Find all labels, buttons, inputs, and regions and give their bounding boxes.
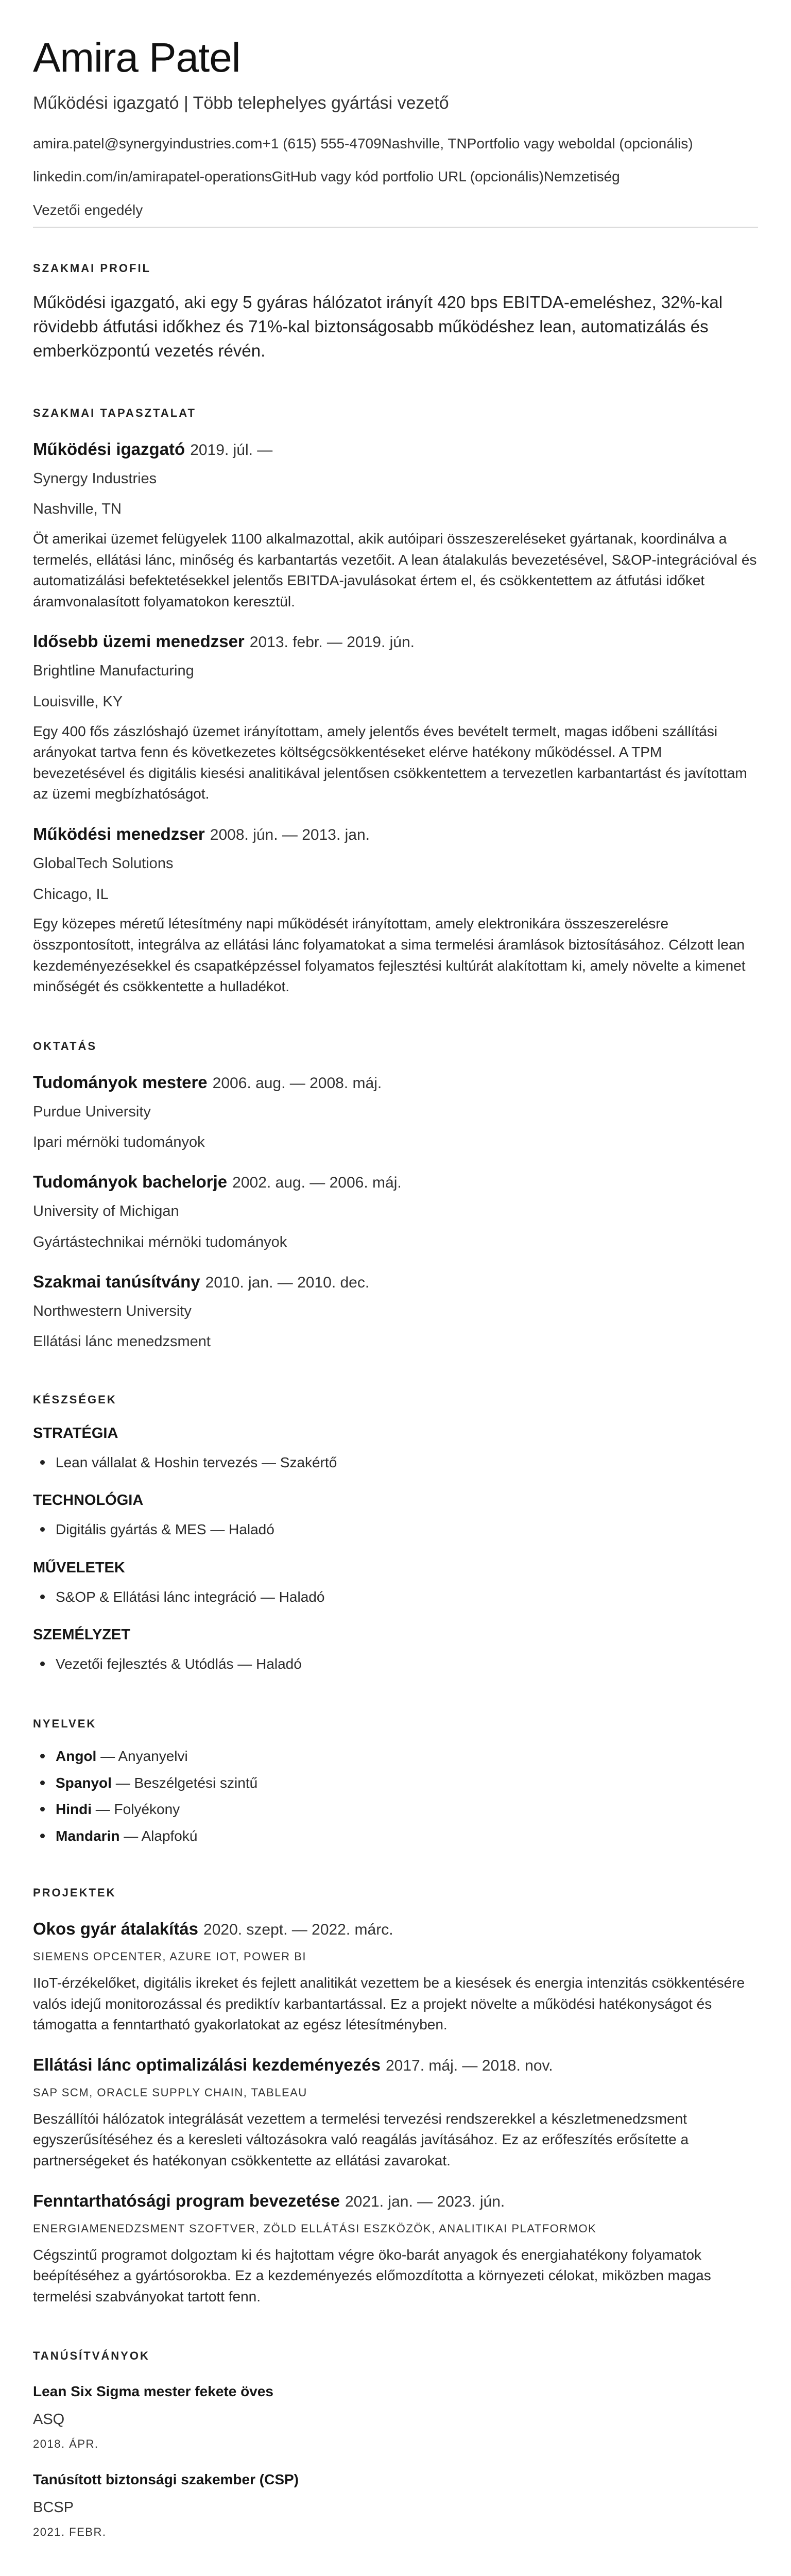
language-item [33, 1825, 758, 1847]
certification-date: 2018. ÁPR. [33, 2437, 99, 2451]
degree-title: Szakmai tanúsítvány [33, 1272, 200, 1291]
skill-item: S&OP & Ellátási lánc integráció — Haladó [33, 1586, 758, 1608]
skill-list [33, 1451, 758, 1473]
education-heading: OKTATÁS [33, 1039, 97, 1053]
certification-issuer: BCSP [33, 2499, 74, 2516]
contact-row-3 [33, 201, 758, 219]
portfolio-link[interactable]: Portfolio vagy weboldal (opcionális) [467, 135, 693, 151]
job-title: Idősebb üzemi menedzser [33, 632, 245, 651]
skill-list [33, 1518, 758, 1540]
project-entry [33, 2191, 758, 2308]
languages-section [33, 1717, 758, 1847]
job-dates: 2013. febr. — 2019. jún. [249, 634, 415, 651]
contact-row-1 [33, 134, 758, 153]
phone-text: +1 (615) 555-4709 [262, 135, 382, 151]
job-title: Működési menedzser [33, 824, 205, 844]
skill-list [33, 1586, 758, 1608]
nationality-text: Nemzetiség [543, 168, 620, 185]
project-technologies: SAP SCM, ORACLE SUPPLY CHAIN, TABLEAU [33, 2086, 307, 2099]
degree-dates: 2002. aug. — 2006. máj. [232, 1174, 402, 1192]
field-of-study: Ellátási lánc menedzsment [33, 1333, 211, 1350]
project-dates: 2017. máj. — 2018. nov. [386, 2057, 553, 2074]
linkedin-link[interactable]: linkedin.com/in/amirapatel-operations [33, 168, 272, 185]
skill-list [33, 1653, 758, 1675]
job-description: Egy 400 fős zászlóshajó üzemet irányítottam, amely jelentős éves bevételt termelt, magas időbeni szállítási arányokat tartva fenn és következetes költségcsökkentéseket elérve hatékony működéssel. A TPM bevezetésével és digitális kiesési analitikával jelentősen csökkentettem a tervezetlen karbantartást és javítottam az üzemi megbízhatóságot. [33, 723, 747, 802]
education-entry [33, 1073, 758, 1153]
certifications-heading: TANÚSÍTVÁNYOK [33, 2349, 150, 2363]
certification-name: Lean Six Sigma mester fekete öves [33, 2383, 273, 2400]
certification-entry [33, 2471, 758, 2539]
header-divider [33, 227, 758, 228]
education-section [33, 1040, 758, 1352]
github-link[interactable]: GitHub vagy kód portfolio URL (opcionális) [271, 168, 544, 185]
job-location: Chicago, IL [33, 886, 109, 903]
project-dates: 2021. jan. — 2023. jún. [345, 2193, 505, 2210]
degree-dates: 2010. jan. — 2010. dec. [205, 1274, 370, 1291]
certification-entry [33, 2383, 758, 2451]
language-item [33, 1745, 758, 1767]
language-name: Angol [56, 1748, 97, 1765]
job-description: Egy közepes méretű létesítmény napi működését irányítottam, amely elektronikára összeszerelésre összpontosított, integrálva az ellátási lánc folyamatokat a sima termelési áramlások biztosításához. Célzott lean kezdeményezésekkel és csapatképzéssel folyamatos fejlesztési kultúrát alakítottam ki, amely növelte a kimenet minőségét és csökkentette a hulladékot. [33, 916, 746, 995]
language-name: Spanyol [56, 1774, 112, 1791]
degree-dates: 2006. aug. — 2008. máj. [212, 1074, 382, 1092]
project-description: Cégszintű programot dolgoztam ki és hajtottam végre öko-barát anyagok és energiahatékony folyamatok beépítéséhez a gyártósorokba. Ez a kezdeményezés előmozdította a környezeti célokat, miközben magas termelési szabványokat tartott fenn. [33, 2246, 711, 2304]
skills-section [33, 1393, 758, 1675]
field-of-study: Gyártástechnikai mérnöki tudományok [33, 1233, 287, 1250]
candidate-name: Amira Patel [33, 35, 240, 80]
job-location: Louisville, KY [33, 693, 123, 710]
skill-item: Digitális gyártás & MES — Haladó [33, 1518, 758, 1540]
experience-heading: SZAKMAI TAPASZTALAT [33, 406, 196, 419]
profile-summary: Működési igazgató, aki egy 5 gyáras hálózatot irányít 420 bps EBITDA-emeléshez, 32%-kal rövidebb átfutási időkhez és 71%-kal biztonságosabb működéshez lean, automatizálás és emberközpontú vezetés révén. [33, 292, 723, 360]
skill-category-title: SZEMÉLYZET [33, 1626, 131, 1643]
degree-title: Tudományok mestere [33, 1072, 208, 1092]
field-of-study: Ipari mérnöki tudományok [33, 1134, 205, 1151]
skill-category-title: STRATÉGIA [33, 1425, 118, 1442]
certification-issuer: ASQ [33, 2411, 65, 2428]
license-text: Vezetői engedély [33, 201, 143, 218]
profile-section [33, 262, 758, 363]
experience-entry [33, 824, 758, 997]
education-entry [33, 1272, 758, 1352]
company-name: GlobalTech Solutions [33, 855, 174, 872]
resume-header [33, 37, 758, 228]
projects-section [33, 1886, 758, 2307]
language-name: Mandarin [56, 1827, 120, 1844]
project-name: Fenntarthatósági program bevezetése [33, 2191, 340, 2210]
certification-date: 2021. FEBR. [33, 2526, 107, 2539]
certifications-section [33, 2349, 758, 2539]
company-name: Brightline Manufacturing [33, 663, 194, 680]
job-location: Nashville, TN [33, 501, 122, 518]
school-name: Northwestern University [33, 1302, 192, 1319]
skill-item: Lean vállalat & Hoshin tervezés — Szakértő [33, 1451, 758, 1473]
education-entry [33, 1172, 758, 1252]
language-level: — Beszélgetési szintű [115, 1774, 258, 1791]
email-link[interactable]: amira.patel@synergyindustries.com [33, 135, 263, 151]
project-description: IIoT-érzékelőket, digitális ikreket és fejlett analitikát vezettem be a kiesések és energia intenzitás csökkentésére valós idejű monitorozással és prediktív karbantartással. Ez a projekt növelte a működési hatékonyságot és támogatta a fenntartható gyakorlatokat az egész létesítményben. [33, 1975, 745, 2033]
project-technologies: SIEMENS OPCENTER, AZURE IOT, POWER BI [33, 1950, 307, 1963]
languages-heading: NYELVEK [33, 1717, 97, 1731]
skill-category-title: TECHNOLÓGIA [33, 1492, 144, 1509]
skill-category-title: MŰVELETEK [33, 1559, 125, 1576]
project-technologies: ENERGIAMENEDZSMENT SZOFTVER, ZÖLD ELLÁTÁSI ESZKÖZÖK, ANALITIKAI PLATFORMOK [33, 2222, 597, 2235]
job-title: Működési igazgató [33, 439, 185, 459]
candidate-headline: Működési igazgató | Több telephelyes gyártási vezető [33, 93, 449, 113]
project-entry [33, 2055, 758, 2172]
experience-section [33, 406, 758, 997]
location-text: Nashville, TN [381, 135, 467, 151]
contact-row-2 [33, 167, 758, 186]
language-name: Hindi [56, 1801, 92, 1818]
skill-item: Vezetői fejlesztés & Utódlás — Haladó [33, 1653, 758, 1675]
job-dates: 2019. júl. — [190, 441, 273, 459]
project-entry [33, 1919, 758, 2036]
company-name: Synergy Industries [33, 470, 157, 487]
school-name: Purdue University [33, 1103, 151, 1120]
experience-entry [33, 439, 758, 613]
projects-heading: PROJEKTEK [33, 1886, 116, 1900]
language-level: — Anyanyelvi [100, 1748, 188, 1765]
language-list [33, 1745, 758, 1847]
skills-heading: KÉSZSÉGEK [33, 1393, 117, 1406]
school-name: University of Michigan [33, 1203, 179, 1220]
job-description: Öt amerikai üzemet felügyelek 1100 alkalmazottal, akik autóipari összeszereléseket gyártanak, koordinálva a termelés, ellátási lánc, minőség és karbantartás vezetőit. A lean átalakulás bevezetésével, S&OP-integrációval és automatizálási befektetésekkel jelentős EBITDA-javulásokat értem el, és csökkentettem az átfutási időket áramvonalasított folyamatokon keresztül. [33, 530, 757, 609]
language-item [33, 1772, 758, 1794]
language-level: — Folyékony [95, 1801, 180, 1818]
project-dates: 2020. szept. — 2022. márc. [203, 1921, 393, 1939]
language-item [33, 1798, 758, 1820]
degree-title: Tudományok bachelorje [33, 1172, 228, 1192]
project-description: Beszállítói hálózatok integrálását vezettem a termelési tervezési rendszerekkel a készletmenedzsment egyszerűsítéséhez és a keresleti változásokra való reagálás javításához. Ez az erőfeszítés erősítette a partnerségeket és hatékonyan csökkentette az ellátási zavarokat. [33, 2110, 689, 2169]
profile-heading: SZAKMAI PROFIL [33, 261, 151, 275]
certification-name: Tanúsított biztonsági szakember (CSP) [33, 2471, 299, 2488]
language-level: — Alapfokú [124, 1827, 198, 1844]
experience-entry [33, 632, 758, 805]
project-name: Ellátási lánc optimalizálási kezdeményezés [33, 2055, 381, 2074]
job-dates: 2008. jún. — 2013. jan. [210, 826, 370, 844]
project-name: Okos gyár átalakítás [33, 1919, 199, 1939]
